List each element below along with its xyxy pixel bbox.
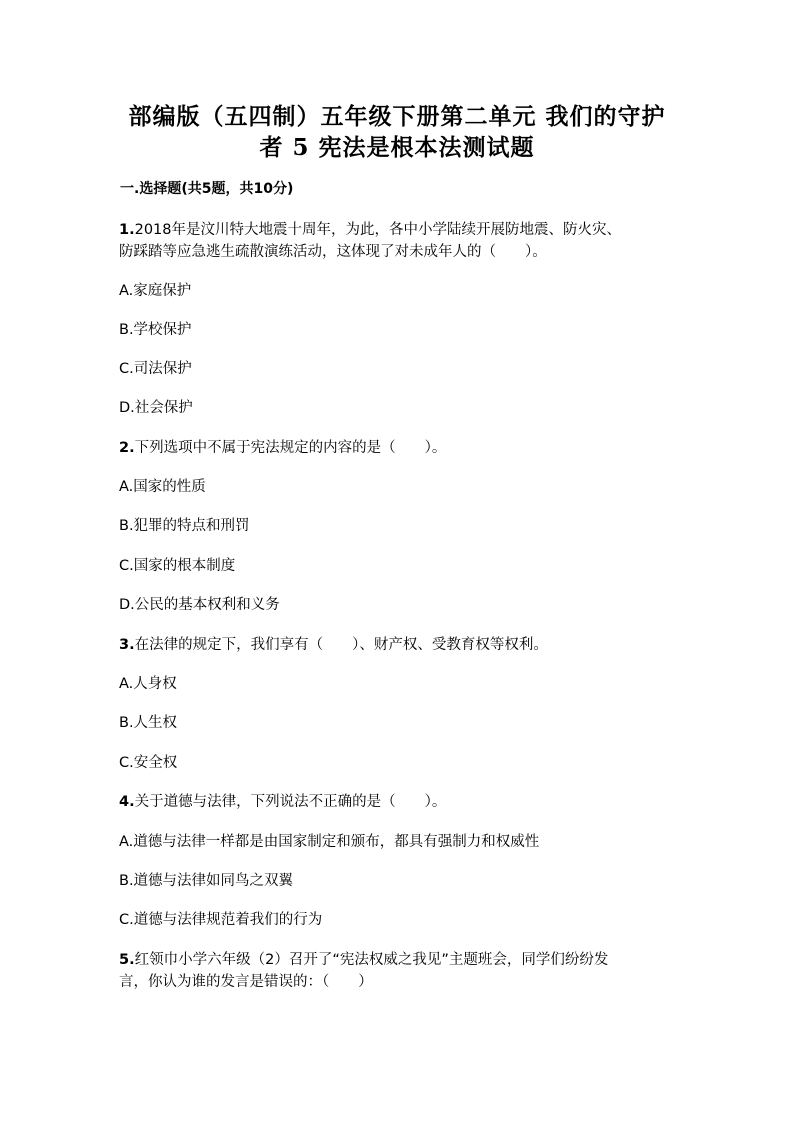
question-text: 关于道德与法律，下列说法不正确的是（ ）。	[134, 794, 447, 810]
question-2-option-c: C.国家的根本制度	[119, 558, 236, 574]
question-2-stem	[119, 436, 446, 457]
question-4-option-b: B.道德与法律如同鸟之双翼	[119, 873, 294, 889]
question-1-option-c: C.司法保护	[119, 361, 192, 377]
question-text: 2018年是汶川特大地震十周年，为此，各中小学陆续开展防地震、防火灾、	[134, 222, 622, 238]
question-number: 4.	[119, 794, 135, 810]
question-text: 在法律的规定下，我们享有（ ）、财产权、受教育权等权利。	[134, 637, 548, 653]
question-number: 1.	[119, 222, 135, 238]
question-4-option-a: A.道德与法律一样都是由国家制定和颁布，都具有强制力和权威性	[119, 834, 540, 850]
question-1-stem-line-1	[119, 218, 621, 239]
question-text: 红领巾小学六年级（2）召开了“宪法权威之我见”主题班会，同学们纷纷发	[134, 952, 609, 968]
question-1-stem-line-2: 防踩踏等应急逃生疏散演练活动，这体现了对未成年人的（ ）。	[119, 244, 547, 260]
document-title-line-2: 者 5 宪法是根本法测试题	[259, 134, 535, 161]
question-2-option-b: B.犯罪的特点和刑罚	[119, 518, 250, 534]
section-heading: 一.选择题(共5题，共10分)	[120, 181, 294, 197]
question-3-stem	[119, 633, 548, 654]
question-4-stem	[119, 790, 446, 811]
question-text: 下列选项中不属于宪法规定的内容的是（ ）。	[134, 440, 447, 456]
question-1-option-d: D.社会保护	[119, 400, 193, 416]
question-3-option-c: C.安全权	[119, 755, 178, 771]
question-number: 3.	[119, 637, 135, 653]
document-title-line-1: 部编版（五四制）五年级下册第二单元 我们的守护	[128, 103, 666, 130]
question-2-option-d: D.公民的基本权利和义务	[119, 597, 280, 613]
question-number: 2.	[119, 440, 135, 456]
question-1-option-a: A.家庭保护	[119, 283, 192, 299]
question-number: 5.	[119, 952, 135, 968]
question-3-option-b: B.人生权	[119, 715, 178, 731]
question-1-option-b: B.学校保护	[119, 322, 192, 338]
question-5-stem-line-2: 言，你认为谁的发言是错误的：（ ）	[119, 974, 373, 990]
question-5-stem-line-1	[119, 948, 608, 969]
question-3-option-a: A.人身权	[119, 676, 177, 692]
question-4-option-c: C.道德与法律规范着我们的行为	[119, 912, 323, 928]
question-2-option-a: A.国家的性质	[119, 479, 206, 495]
